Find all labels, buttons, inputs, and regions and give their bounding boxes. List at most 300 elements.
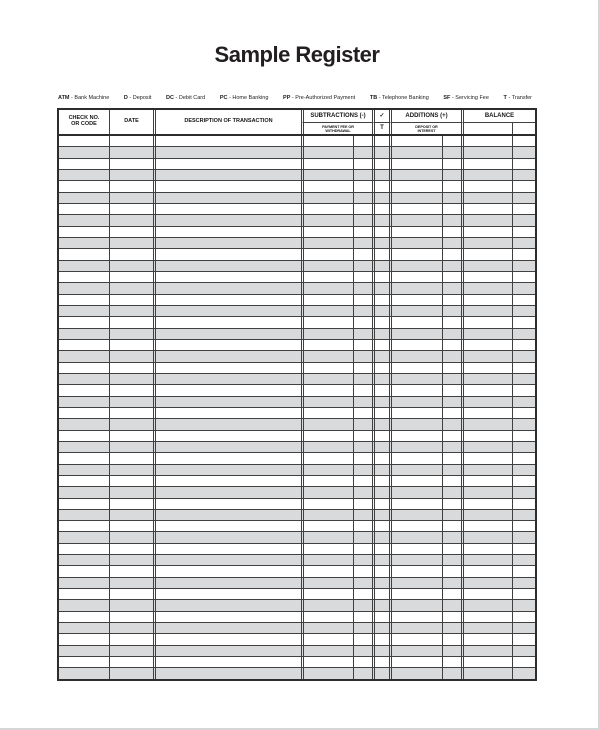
cell-balance-cents [512, 465, 535, 475]
cell-addition-cents [442, 249, 461, 259]
cell-description [153, 600, 301, 610]
cell-check-mark [372, 317, 389, 327]
cell-date [109, 499, 153, 509]
cell-balance-amount [461, 351, 512, 361]
cell-addition-cents [442, 566, 461, 576]
legend-code: D [123, 95, 128, 101]
cell-addition-amount [389, 510, 442, 520]
cell-check-mark [372, 363, 389, 373]
cell-subtraction-cents [353, 227, 372, 237]
cell-subtraction-cents [353, 521, 372, 531]
cell-subtraction-cents [353, 272, 372, 282]
cell-balance-cents [512, 181, 535, 191]
cell-addition-amount [389, 227, 442, 237]
cell-check-no [59, 249, 109, 259]
cell-check-no [59, 283, 109, 293]
cell-balance-amount [461, 159, 512, 169]
cell-subtraction-cents [353, 555, 372, 565]
cell-date [109, 249, 153, 259]
cell-subtraction-cents [353, 238, 372, 248]
cell-balance-amount [461, 499, 512, 509]
cell-date [109, 634, 153, 644]
cell-description [153, 668, 301, 678]
cell-check-mark [372, 532, 389, 542]
header-check-no: CHECK NO. OR CODE [68, 115, 100, 127]
cell-subtraction-amount [301, 612, 353, 622]
cell-balance-amount [461, 147, 512, 157]
cell-check-no [59, 193, 109, 203]
cell-balance-cents [512, 215, 535, 225]
cell-check-mark [372, 215, 389, 225]
cell-date [109, 170, 153, 180]
cell-check-mark [372, 238, 389, 248]
cell-check-mark [372, 544, 389, 554]
legend-item-tb: TB - Telephone Banking [369, 95, 429, 101]
register-row [59, 362, 535, 373]
cell-check-mark [372, 465, 389, 475]
cell-description [153, 657, 301, 667]
cell-addition-cents [442, 340, 461, 350]
cell-balance-amount [461, 578, 512, 588]
register-row [59, 384, 535, 395]
cell-date [109, 668, 153, 678]
cell-balance-amount [461, 193, 512, 203]
cell-subtraction-cents [353, 295, 372, 305]
cell-check-no [59, 623, 109, 633]
cell-balance-amount [461, 442, 512, 452]
header-transfer-code: T [372, 122, 389, 134]
cell-check-mark [372, 181, 389, 191]
cell-check-mark [372, 510, 389, 520]
register-row [59, 373, 535, 384]
register-row [59, 498, 535, 509]
cell-balance-cents [512, 227, 535, 237]
cell-check-mark [372, 408, 389, 418]
cell-description [153, 340, 301, 350]
cell-date [109, 566, 153, 576]
cell-balance-cents [512, 521, 535, 531]
cell-check-no [59, 397, 109, 407]
cell-addition-cents [442, 634, 461, 644]
cell-addition-cents [442, 521, 461, 531]
cell-balance-cents [512, 623, 535, 633]
cell-date [109, 340, 153, 350]
cell-check-mark [372, 340, 389, 350]
cell-addition-amount [389, 204, 442, 214]
cell-check-no [59, 646, 109, 656]
cell-subtraction-cents [353, 204, 372, 214]
cell-addition-amount [389, 249, 442, 259]
cell-subtraction-amount [301, 465, 353, 475]
cell-check-mark [372, 136, 389, 146]
cell-check-no [59, 374, 109, 384]
cell-addition-cents [442, 600, 461, 610]
cell-subtraction-cents [353, 170, 372, 180]
cell-balance-cents [512, 374, 535, 384]
cell-check-no [59, 419, 109, 429]
cell-addition-amount [389, 170, 442, 180]
cell-addition-amount [389, 544, 442, 554]
cell-balance-amount [461, 668, 512, 678]
cell-check-mark [372, 657, 389, 667]
cell-addition-cents [442, 295, 461, 305]
register-row [59, 316, 535, 327]
register-row [59, 271, 535, 282]
register-row [59, 203, 535, 214]
cell-subtraction-amount [301, 589, 353, 599]
cell-addition-cents [442, 589, 461, 599]
register-table [57, 108, 537, 681]
cell-addition-cents [442, 476, 461, 486]
cell-date [109, 363, 153, 373]
cell-balance-cents [512, 532, 535, 542]
cell-subtraction-amount [301, 544, 353, 554]
cell-description [153, 249, 301, 259]
register-row [59, 622, 535, 633]
cell-balance-cents [512, 351, 535, 361]
cell-date [109, 532, 153, 542]
legend-item-atm: ATM - Bank Machine [58, 95, 110, 101]
cell-description [153, 329, 301, 339]
cell-subtraction-amount [301, 646, 353, 656]
cell-subtraction-cents [353, 261, 372, 271]
cell-subtraction-amount [301, 668, 353, 678]
cell-balance-cents [512, 578, 535, 588]
cell-subtraction-amount [301, 555, 353, 565]
cell-subtraction-cents [353, 215, 372, 225]
cell-subtraction-cents [353, 329, 372, 339]
cell-subtraction-amount [301, 453, 353, 463]
register-row [59, 158, 535, 169]
register-row [59, 305, 535, 316]
cell-date [109, 476, 153, 486]
register-row [59, 475, 535, 486]
cell-subtraction-cents [353, 193, 372, 203]
cell-addition-amount [389, 499, 442, 509]
cell-subtraction-amount [301, 521, 353, 531]
cell-description [153, 408, 301, 418]
register-row [59, 588, 535, 599]
cell-description [153, 351, 301, 361]
cell-subtraction-amount [301, 181, 353, 191]
cell-addition-amount [389, 600, 442, 610]
cell-date [109, 238, 153, 248]
header-balance-amount-cell [461, 122, 512, 134]
legend-code: PP [283, 95, 291, 101]
cell-check-no [59, 465, 109, 475]
cell-subtraction-amount [301, 136, 353, 146]
header-subtractions-subtitle: PAYMENT FEE OR WITHDRAWAL [301, 122, 372, 134]
cell-subtraction-cents [353, 442, 372, 452]
cell-check-no [59, 453, 109, 463]
register-row [59, 599, 535, 610]
cell-balance-amount [461, 272, 512, 282]
cell-addition-cents [442, 272, 461, 282]
cell-check-mark [372, 351, 389, 361]
cell-balance-cents [512, 544, 535, 554]
header-date: DATE [109, 110, 153, 134]
cell-check-mark [372, 170, 389, 180]
cell-date [109, 465, 153, 475]
cell-check-no [59, 510, 109, 520]
cell-addition-amount [389, 261, 442, 271]
cell-description [153, 499, 301, 509]
cell-date [109, 261, 153, 271]
cell-balance-cents [512, 147, 535, 157]
cell-check-no [59, 238, 109, 248]
legend-code: TB [369, 95, 378, 101]
cell-date [109, 136, 153, 146]
cell-addition-amount [389, 589, 442, 599]
cell-description [153, 646, 301, 656]
cell-subtraction-cents [353, 181, 372, 191]
cell-subtraction-amount [301, 363, 353, 373]
cell-description [153, 465, 301, 475]
cell-description [153, 634, 301, 644]
cell-check-no [59, 521, 109, 531]
cell-check-mark [372, 295, 389, 305]
cell-check-mark [372, 329, 389, 339]
cell-date [109, 374, 153, 384]
register-row [59, 430, 535, 441]
cell-balance-amount [461, 476, 512, 486]
cell-subtraction-cents [353, 249, 372, 259]
register-row [59, 260, 535, 271]
cell-subtraction-cents [353, 476, 372, 486]
cell-addition-amount [389, 408, 442, 418]
cell-balance-cents [512, 555, 535, 565]
cell-addition-amount [389, 351, 442, 361]
cell-addition-amount [389, 136, 442, 146]
register-row [59, 169, 535, 180]
cell-addition-cents [442, 351, 461, 361]
cell-check-no [59, 340, 109, 350]
cell-date [109, 227, 153, 237]
cell-balance-amount [461, 419, 512, 429]
cell-balance-amount [461, 397, 512, 407]
cell-check-mark [372, 476, 389, 486]
cell-subtraction-amount [301, 306, 353, 316]
cell-subtraction-cents [353, 283, 372, 293]
cell-balance-amount [461, 623, 512, 633]
cell-description [153, 521, 301, 531]
cell-description [153, 204, 301, 214]
cell-subtraction-cents [353, 147, 372, 157]
cell-description [153, 295, 301, 305]
cell-check-no [59, 544, 109, 554]
cell-check-no [59, 363, 109, 373]
register-row [59, 656, 535, 667]
cell-subtraction-amount [301, 487, 353, 497]
cell-balance-cents [512, 408, 535, 418]
cell-description [153, 261, 301, 271]
cell-addition-cents [442, 159, 461, 169]
header-checkmark-icon: ✓ [372, 110, 389, 122]
cell-description [153, 181, 301, 191]
cell-balance-amount [461, 261, 512, 271]
legend-item-pp: PP - Pre-Authorized Payment [283, 95, 356, 101]
cell-description [153, 272, 301, 282]
cell-date [109, 317, 153, 327]
cell-addition-amount [389, 612, 442, 622]
register-row [59, 667, 535, 678]
cell-addition-amount [389, 385, 442, 395]
cell-balance-amount [461, 283, 512, 293]
cell-subtraction-amount [301, 204, 353, 214]
cell-check-no [59, 431, 109, 441]
cell-balance-cents [512, 363, 535, 373]
cell-check-mark [372, 453, 389, 463]
cell-addition-cents [442, 238, 461, 248]
cell-date [109, 521, 153, 531]
register-row [59, 452, 535, 463]
cell-subtraction-amount [301, 351, 353, 361]
cell-description [153, 147, 301, 157]
cell-balance-cents [512, 419, 535, 429]
cell-check-no [59, 634, 109, 644]
header-additions-subtitle: DEPOSIT OR INTEREST [389, 122, 461, 134]
cell-subtraction-amount [301, 272, 353, 282]
cell-addition-cents [442, 465, 461, 475]
cell-check-no [59, 204, 109, 214]
cell-balance-cents [512, 600, 535, 610]
cell-date [109, 272, 153, 282]
register-row [59, 441, 535, 452]
cell-subtraction-cents [353, 408, 372, 418]
cell-balance-cents [512, 566, 535, 576]
cell-subtraction-cents [353, 385, 372, 395]
cell-check-mark [372, 600, 389, 610]
cell-addition-cents [442, 317, 461, 327]
register-row [59, 237, 535, 248]
cell-balance-amount [461, 521, 512, 531]
cell-addition-amount [389, 193, 442, 203]
cell-description [153, 589, 301, 599]
cell-addition-amount [389, 487, 442, 497]
cell-subtraction-amount [301, 397, 353, 407]
register-row [59, 180, 535, 191]
cell-check-no [59, 555, 109, 565]
cell-addition-cents [442, 453, 461, 463]
cell-balance-cents [512, 170, 535, 180]
cell-date [109, 329, 153, 339]
cell-balance-cents [512, 499, 535, 509]
cell-description [153, 397, 301, 407]
cell-description [153, 555, 301, 565]
cell-check-mark [372, 668, 389, 678]
cell-balance-cents [512, 510, 535, 520]
cell-date [109, 385, 153, 395]
cell-balance-amount [461, 465, 512, 475]
cell-description [153, 544, 301, 554]
legend-item-dc: DC - Debit Card [166, 95, 206, 101]
cell-addition-cents [442, 227, 461, 237]
cell-addition-amount [389, 555, 442, 565]
cell-subtraction-amount [301, 374, 353, 384]
cell-check-no [59, 170, 109, 180]
cell-subtraction-amount [301, 238, 353, 248]
cell-balance-cents [512, 453, 535, 463]
cell-check-mark [372, 555, 389, 565]
register-row [59, 192, 535, 203]
cell-date [109, 453, 153, 463]
cell-balance-cents [512, 612, 535, 622]
cell-check-no [59, 476, 109, 486]
cell-balance-cents [512, 442, 535, 452]
cell-subtraction-amount [301, 532, 353, 542]
cell-date [109, 544, 153, 554]
cell-addition-cents [442, 555, 461, 565]
cell-date [109, 351, 153, 361]
cell-description [153, 227, 301, 237]
legend-item-sf: SF - Servicing Fee [443, 95, 489, 101]
cell-subtraction-cents [353, 532, 372, 542]
cell-subtraction-amount [301, 159, 353, 169]
cell-subtraction-amount [301, 283, 353, 293]
cell-subtraction-amount [301, 295, 353, 305]
legend-item-d: D - Deposit [123, 95, 152, 101]
cell-subtraction-amount [301, 600, 353, 610]
cell-addition-cents [442, 442, 461, 452]
cell-date [109, 193, 153, 203]
cell-check-no [59, 272, 109, 282]
cell-check-no [59, 532, 109, 542]
cell-date [109, 159, 153, 169]
cell-subtraction-amount [301, 170, 353, 180]
cell-date [109, 510, 153, 520]
cell-balance-amount [461, 385, 512, 395]
register-row [59, 565, 535, 576]
cell-subtraction-cents [353, 374, 372, 384]
cell-addition-amount [389, 668, 442, 678]
cell-check-mark [372, 566, 389, 576]
cell-check-no [59, 442, 109, 452]
cell-addition-amount [389, 532, 442, 542]
cell-description [153, 374, 301, 384]
cell-addition-amount [389, 465, 442, 475]
cell-balance-amount [461, 566, 512, 576]
transaction-code-legend [58, 95, 532, 101]
cell-balance-amount [461, 453, 512, 463]
cell-subtraction-amount [301, 227, 353, 237]
legend-code: SF [443, 95, 451, 101]
cell-balance-cents [512, 476, 535, 486]
register-table-header [59, 110, 535, 136]
cell-addition-cents [442, 283, 461, 293]
cell-balance-amount [461, 555, 512, 565]
register-row [59, 611, 535, 622]
cell-description [153, 159, 301, 169]
cell-balance-amount [461, 204, 512, 214]
header-additions: ADDITIONS (+) [389, 110, 461, 122]
cell-subtraction-amount [301, 193, 353, 203]
cell-addition-amount [389, 578, 442, 588]
register-row [59, 328, 535, 339]
cell-addition-amount [389, 646, 442, 656]
cell-addition-cents [442, 510, 461, 520]
cell-date [109, 657, 153, 667]
cell-balance-amount [461, 317, 512, 327]
cell-subtraction-cents [353, 600, 372, 610]
cell-check-mark [372, 397, 389, 407]
cell-subtraction-cents [353, 612, 372, 622]
cell-subtraction-amount [301, 510, 353, 520]
cell-description [153, 453, 301, 463]
cell-subtraction-amount [301, 261, 353, 271]
cell-check-no [59, 578, 109, 588]
cell-balance-cents [512, 668, 535, 678]
cell-date [109, 215, 153, 225]
